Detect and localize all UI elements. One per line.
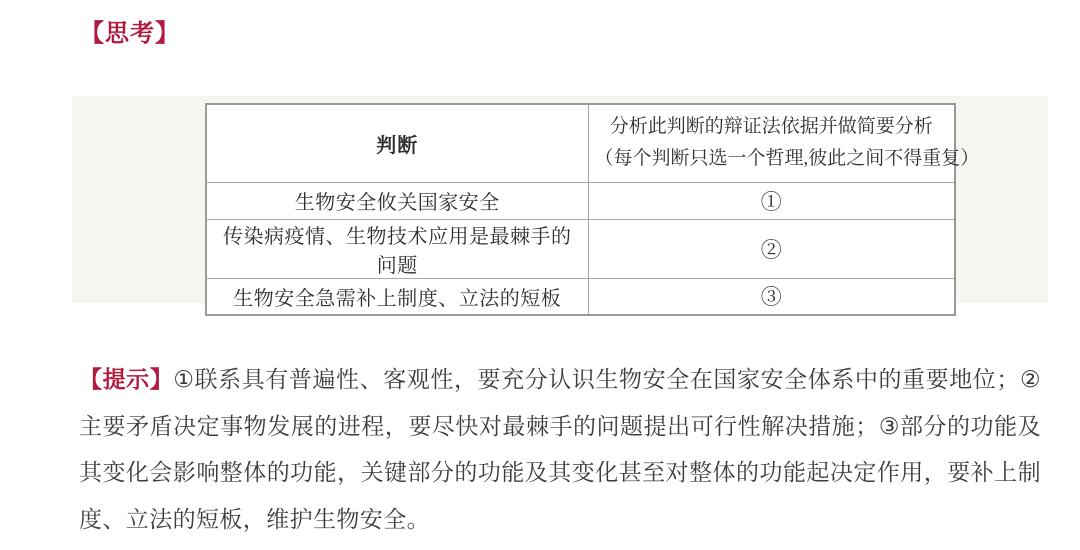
hint-paragraph <box>79 356 1041 542</box>
hint-text: ①联系具有普遍性、客观性，要充分认识生物安全在国家安全体系中的重要地位；②主要矛盾决定事物发展的进程，要尽快对最棘手的问题提出可行性解决措施；③部分的功能及其变化会影响整体的功能，关键部分的功能及其变化甚至对整体的功能起决定作用，要补上制度、立法的短板，维护生物安全。 <box>79 366 1041 532</box>
judgment-cell: 传染病疫情、生物技术应用是最棘手的问题 <box>206 219 588 278</box>
judgment-cell: 生物安全攸关国家安全 <box>206 182 588 219</box>
table-header-row <box>206 104 955 182</box>
table-row <box>206 278 955 315</box>
column-header-analysis-line2: （每个判断只选一个哲理,彼此之间不得重复） <box>594 148 980 170</box>
answer-cell: ② <box>588 219 955 278</box>
column-header-analysis-line1: 分析此判断的辩证法依据并做简要分析 <box>609 116 933 138</box>
section-title-sikao: 【思考】 <box>80 20 180 47</box>
answer-cell: ③ <box>588 278 955 315</box>
column-header-analysis <box>588 104 980 182</box>
judgment-cell: 生物安全急需补上制度、立法的短板 <box>206 278 588 315</box>
table-row <box>206 219 955 278</box>
table-panel <box>72 96 1048 310</box>
judgment-table <box>205 103 980 316</box>
answer-cell: ① <box>588 182 955 219</box>
column-header-judgment: 判断 <box>206 104 588 182</box>
table-row <box>206 182 955 219</box>
hint-label: 【提示】 <box>79 366 174 392</box>
